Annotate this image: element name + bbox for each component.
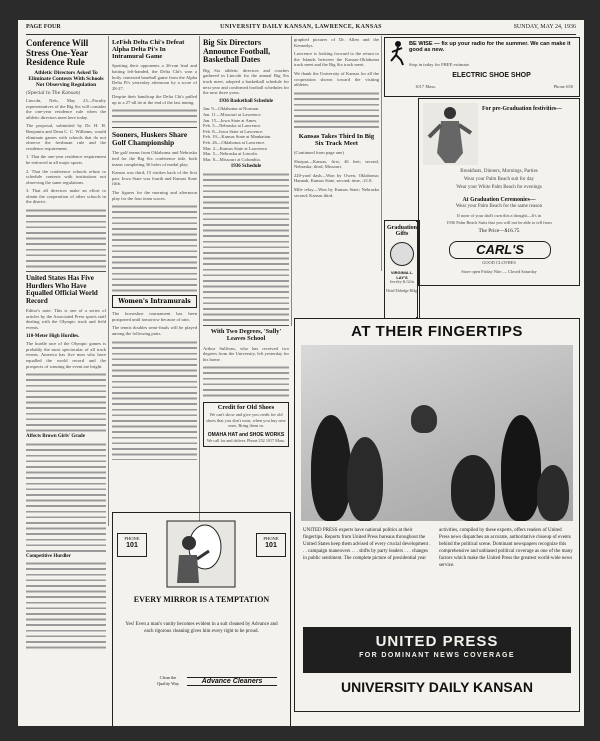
ad-body-left: UNITED PRESS experts have national politics at their fingertips. Reports from United Press bureaus throughout the United States keep them advised of every crucial development . . . campaign maneuvers . . . shifts by party leaders . . . changes in public sentiment. The complete picture of presidential year: [303, 528, 431, 561]
article-paragraph: The hurdle race of the Olympic games is probably the most spectacular of all track events. America has five men who have equalled the world record and the prospects of winning the event are bright.: [26, 341, 106, 369]
football-schedule: [203, 172, 289, 322]
column-4: [294, 37, 379, 267]
ad-headline: Credit for Old Shoes: [217, 404, 275, 412]
article-text-block: [26, 561, 106, 651]
ad-footer: UNIVERSITY DAILY KANSAN: [341, 679, 533, 695]
article-paragraph: Mile relay—Won by Kansas State; Nebraska second; Kansas third.: [294, 186, 379, 198]
article-paragraph: Arthur Sullivan, who has received two degrees from the University, left yesterday for his home.: [203, 345, 289, 362]
byline: (Special to The Kansan): [26, 90, 81, 96]
article-paragraph: 1. That the one-year residence requirement be enforced in all major sports.: [26, 154, 106, 165]
schedule-row: Jan. 9—Oklahoma at Norman.: [203, 106, 260, 112]
article-paragraph: The proposal, submitted by Dr. H. H. Benjamin and Dean C. C. Williams, would eliminate games with schools that do not observe the freshman rule and the residence requirement.: [26, 123, 106, 151]
ad-subbrand: GOOD CLOTHES: [482, 260, 516, 265]
ad-line: 1936 Palm Beach Suits that you will not be able to tell from: [446, 220, 552, 225]
masthead-date: SUNDAY, MAY 24, 1936: [513, 24, 576, 30]
article-subhead: Affects Brown Girls' Grade: [26, 434, 85, 440]
ad-body-right: activities, compiled by these experts, offers readers of United Press news dispatches an accurate, authoritative closeup of events behind the political scene. Dominant newspapers recognize this comprehensive and unbiased political coverage as one of the many factors which make the United Press the greatest world-wide news service.: [439, 528, 573, 568]
column-3: [203, 37, 289, 507]
ad-tagline: Store open Friday Nite — Closed Saturday: [461, 269, 537, 274]
article-paragraph: Despite their handicap the Delta Chi's pulled up to a 27-all tie at the end of the last inning.: [112, 94, 197, 105]
ad-line: If none of your dad's own this a thought—It's in: [456, 213, 542, 218]
gift-icon: [390, 242, 414, 266]
article-text-block: [26, 372, 106, 432]
ad-body: Stop in today for FREE estimate.: [409, 62, 470, 67]
article-paragraph: 3. That all directors make an effort to obtain the cooperation of other schools in the district.: [26, 188, 106, 205]
article-paragraph: Big Six athletic directors and coaches gathered in Lincoln for the annual Big Six track meet, adopted a basketball schedule for next year and confirmed football schedules for the next three years.: [203, 67, 289, 96]
banner-subtitle: FOR DOMINANT NEWS COVERAGE: [359, 652, 515, 659]
ad-body: We can't show and give you credit for old shoes that you don't wear, when you buy new ones. Bring them in.: [206, 412, 286, 429]
person-silhouette: [451, 455, 495, 521]
phone-label: PHONE: [124, 536, 140, 541]
column-rule: [199, 36, 200, 526]
newspaper-page: [18, 20, 584, 726]
united-press-banner: [303, 627, 571, 673]
article-paragraph: (Continued from page one): [294, 149, 344, 155]
ad-line: For pre-Graduation festivities—: [482, 106, 562, 112]
person-silhouette: [311, 415, 351, 521]
headline-residence-rule: Conference Will Stress One-Year Residence Rule: [26, 38, 89, 68]
schedule-row: Feb. 19—Kansas State at Manhattan.: [203, 134, 272, 140]
schedule-row: Feb. 5—Nebraska at Lawrence.: [203, 123, 262, 129]
ad-headline: BE WISE — fix up your radio for the summer. We can make it good as new.: [409, 41, 571, 53]
banner-title: UNITED PRESS: [375, 633, 499, 650]
phone-box-right: [256, 533, 286, 557]
map-photo: [301, 345, 573, 521]
article-paragraph: Editor's note: This is one of a series of articles by the Associated Press sports staff dealing with the Olympic track and field events.: [26, 308, 106, 331]
article-paragraph: graphed pictures of Dr. Allen and the Kennedys.: [294, 37, 379, 48]
ad-line: At Graduation Ceremonies—: [462, 197, 536, 203]
graduation-gifts-ad: [384, 220, 420, 320]
article-subhead: Competitive Hurdler: [26, 553, 71, 559]
schedule-row: Mar. 8—Missouri at Columbia.: [203, 156, 261, 162]
article-text-block: [112, 340, 197, 460]
headline-track-meet: Kansas Takes Third In Big Six Track Meet: [298, 132, 375, 147]
masthead-title: UNIVERSITY DAILY KANSAN, LAWRENCE, KANSAS: [220, 24, 382, 30]
article-paragraph: Lincoln, Neb., May 23—Faculty representatives of the Big Six will consider the one-year residence rule when the athletic directors meet here today.: [26, 97, 106, 120]
ad-closing: Clean the Quality Way: [156, 675, 180, 686]
article-paragraph: Lawrence is looking forward to the return to the Islands between the Kansas-Oklahoma track meet and the Big Six track meet.: [294, 51, 379, 68]
ad-address: We call for and deliver. Phone 252 1017 Mass.: [206, 438, 286, 444]
man-illustration: [423, 103, 478, 165]
ad-address: Hotel Eldridge Bldg.: [386, 288, 418, 293]
person-silhouette: [537, 465, 569, 521]
united-press-ad: [294, 318, 580, 712]
article-paragraph: The golf teams from Oklahoma and Nebraska tied for the Big Six conference title, both teams completing 36 holes of medal play.: [112, 150, 197, 167]
person-silhouette: [501, 415, 541, 521]
article-text-block: [26, 442, 106, 552]
advance-cleaners-logo: Advance Cleaners: [187, 677, 277, 686]
article-paragraph: 220-yard dash—Won by Owen, Oklahoma; Hannah, Kansas State, second; time, :21.8.: [294, 172, 379, 184]
column-rule: [381, 36, 382, 271]
mirror-illustration: [165, 519, 237, 589]
column-1: [26, 37, 106, 707]
schedule-row: Mar. 5—Nebraska at Lincoln.: [203, 151, 258, 157]
article-paragraph: The horseshoe tournament has been postponed until tomorrow because of rain.: [112, 311, 197, 322]
ad-line: Breakfasts, Dinners, Mornings, Parties: [460, 169, 538, 174]
article-paragraph: We thank the University of Kansas for all the cooperation shown toward the visiting athletes.: [294, 70, 379, 88]
ad-line: Wear your Palm Beach suit for day: [463, 177, 535, 182]
article-paragraph: The tennis doubles semi-finals will be played among the following pairs.: [112, 325, 197, 336]
ad-line: Wear your White Palm Beach for evenings: [456, 185, 542, 190]
article-text-block: [26, 208, 106, 268]
carls-logo: CARL'S: [449, 241, 551, 259]
runner-icon: [388, 40, 406, 66]
ad-address: 1017 Mass.: [415, 84, 437, 89]
schedule-row: Jan. 15—Iowa State at Ames.: [203, 117, 258, 123]
carls-clothes-ad: [418, 98, 580, 286]
ad-business-name: ELECTRIC SHOE SHOP: [452, 72, 531, 79]
headline-hurdlers: United States Has Five Hurdlers Who Have Equalled Official World Record: [26, 274, 98, 305]
schedule-row: Feb. 26—Oklahoma at Lawrence.: [203, 139, 266, 145]
article-text-block: [203, 365, 289, 399]
womens-intramurals-box: Women's Intramurals: [112, 295, 197, 308]
ad-body: Yes! Even a man's vanity becomes evident in a suit cleaned by Advance and each rigorous cleaning gives him every right to be proud.: [125, 622, 278, 634]
column-rule: [291, 36, 292, 326]
person-silhouette: [347, 437, 383, 521]
column-rule: [108, 36, 109, 526]
ad-business-name: OMAHA HAT and SHOE WORKS: [207, 432, 285, 439]
article-text-block: [112, 108, 197, 124]
omaha-shoe-ad: [203, 402, 289, 446]
column-2: [112, 37, 197, 513]
article-paragraph: Spotting their opponents a 26-run lead and batting left-handed, the Delta Chi's won a hotly contested baseball game from the Alpha Delta Pi's yesterday afternoon by a score of 28-27.: [112, 63, 197, 91]
headline-intramural: LeFish Delta Chi's Defeat Alpha Delta Pi's In Intramural Game: [112, 39, 185, 61]
headline-golf: Sooners, Huskers Share Golf Championship: [112, 130, 188, 148]
ad-line: Wear your Palm Beach for the same reason: [455, 204, 543, 209]
ad-headline: Graduation Gifts: [386, 225, 417, 238]
electric-shop-ad: [384, 37, 580, 97]
article-subhead: 110-Meter High Hurdles.: [26, 333, 80, 339]
schedule-heading: 1936 Basketball Schedule: [218, 98, 274, 104]
ad-phone: Phone 650: [553, 84, 573, 89]
ad-business-name: VIRGINIA L. LAY'S: [390, 269, 414, 280]
schedule-row: Feb. 8—Iowa State at Lawrence.: [203, 128, 264, 134]
schedule-heading: 1936 Schedule: [230, 164, 262, 170]
phone-number: 101: [126, 541, 138, 549]
subhead-residence-rule: Athletic Directors Asked To Eliminate Contests With Schools Not Observing Regulation: [28, 70, 104, 89]
page-number: PAGE FOUR: [26, 24, 61, 30]
article-text-block: [112, 204, 197, 292]
masthead: [26, 22, 576, 35]
article-paragraph: 2. That the conference schools refuse to schedule contests with institutions not observing the same regulations.: [26, 168, 106, 185]
advance-cleaners-ad: [112, 512, 291, 726]
phone-box-left: [117, 533, 147, 557]
schedule-row: Jan. 11—Missouri at Lawrence.: [203, 111, 262, 117]
schedule-row: Mar. 2—Kansas State at Lawrence.: [203, 145, 269, 151]
basketball-schedule: [203, 106, 289, 162]
phone-label: PHONE: [263, 536, 279, 541]
phone-number: 101: [265, 541, 277, 549]
headline-big-six: Big Six Directors Announce Football, Basketball Dates: [203, 38, 271, 65]
article-text-block: [294, 91, 379, 131]
person-silhouette: [411, 405, 437, 433]
headline-sully: With Two Degrees, 'Sully' Leaves School: [210, 327, 282, 342]
article-paragraph: Kansas was third, 15 strokes back of the first pair. Iowa State was fourth and Kansas State fifth.: [112, 170, 197, 187]
ad-headline: AT THEIR FINGERTIPS: [351, 323, 523, 340]
ad-price: The Price—$16.75: [478, 228, 520, 234]
ad-headline: EVERY MIRROR IS A TEMPTATION: [133, 595, 270, 604]
article-paragraph: The figures for the morning and afternoon play for the four team scores.: [112, 190, 197, 201]
article-paragraph: Shotput—Kansas, first, 46 feet; second, Nebraska; third, Missouri.: [294, 158, 379, 170]
ad-subbrand: Jewelry & Gifts: [389, 279, 415, 284]
